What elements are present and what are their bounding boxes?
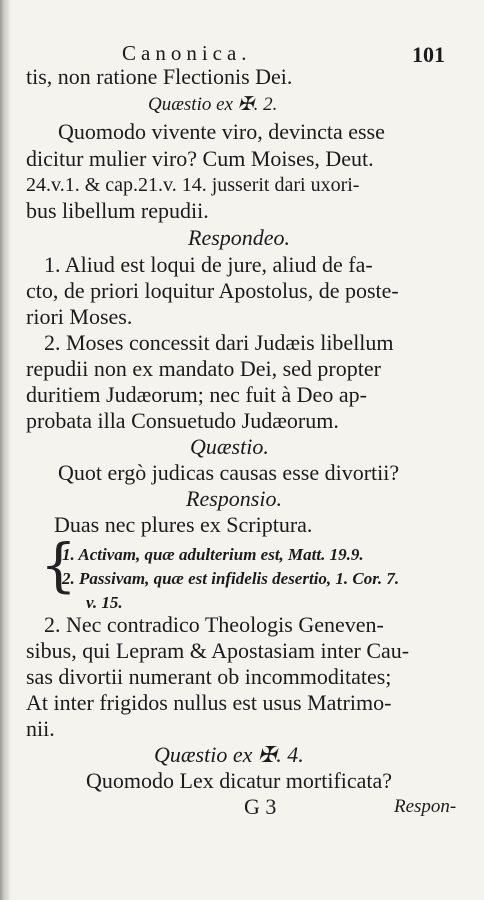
question-heading: Quæstio ex ✠. 4. [154, 742, 304, 767]
text-line: At inter frigidos nullus est usus Matrimo- [26, 690, 392, 715]
response-heading: Respondeo. [188, 225, 291, 250]
text-line: sas divortii numerant ob incommoditates; [26, 664, 392, 689]
text-line: 1. Aliud est loqui de jure, aliud de fa- [44, 252, 373, 277]
page-number: 101 [412, 42, 445, 67]
question-heading: Quæstio. [190, 434, 269, 459]
text-line: Quomodo Lex dicatur mortificata? [86, 768, 393, 793]
page-edge-shadow [0, 0, 10, 900]
text-line: 2. Moses concessit dari Judæis libellum [44, 330, 394, 355]
text-line: nii. [26, 716, 55, 741]
list-item-continuation: v. 15. [86, 593, 123, 612]
list-item: 2. Passivam, quæ est infidelis desertio, 1. Cor. 7. [62, 569, 400, 588]
text-line: riori Moses. [26, 304, 133, 329]
text-line: 2. Nec contradico Theologis Geneven- [44, 612, 384, 637]
text-line: probata illa Consuetudo Judæorum. [26, 408, 339, 433]
text-line: duritiem Judæorum; nec fuit à Deo ap- [26, 382, 367, 407]
text-line: Quot ergò judicas causas esse divortii? [58, 460, 400, 485]
text-line: bus libellum repudii. [26, 198, 209, 223]
list-item: 1. Activam, quæ adulterium est, Matt. 19.9. [62, 545, 364, 564]
text-line: repudii non ex mandato Dei, sed propter [26, 356, 381, 381]
running-title: Canonica. [122, 41, 252, 65]
text-line: tis, non ratione Flectionis Dei. [26, 64, 293, 89]
brace-mark: { [40, 531, 77, 599]
text-line: Duas nec plures ex Scriptura. [54, 512, 313, 537]
text-line: Quomodo vivente viro, devincta esse [58, 119, 385, 144]
catchword: Respon- [394, 796, 457, 817]
text-line: cto, de priori loquitur Apostolus, de poste- [26, 278, 399, 303]
text-line: 24.v.1. & cap.21.v. 14. jusserit dari uxori- [26, 174, 360, 196]
text-line: dicitur mulier viro? Cum Moises, Deut. [26, 146, 374, 171]
response-heading: Responsio. [186, 486, 282, 511]
signature-mark: G 3 [244, 794, 277, 819]
question-heading: Quæstio ex ✠. 2. [148, 94, 278, 115]
text-line: sibus, qui Lepram & Apostasiam inter Cau- [26, 638, 410, 663]
